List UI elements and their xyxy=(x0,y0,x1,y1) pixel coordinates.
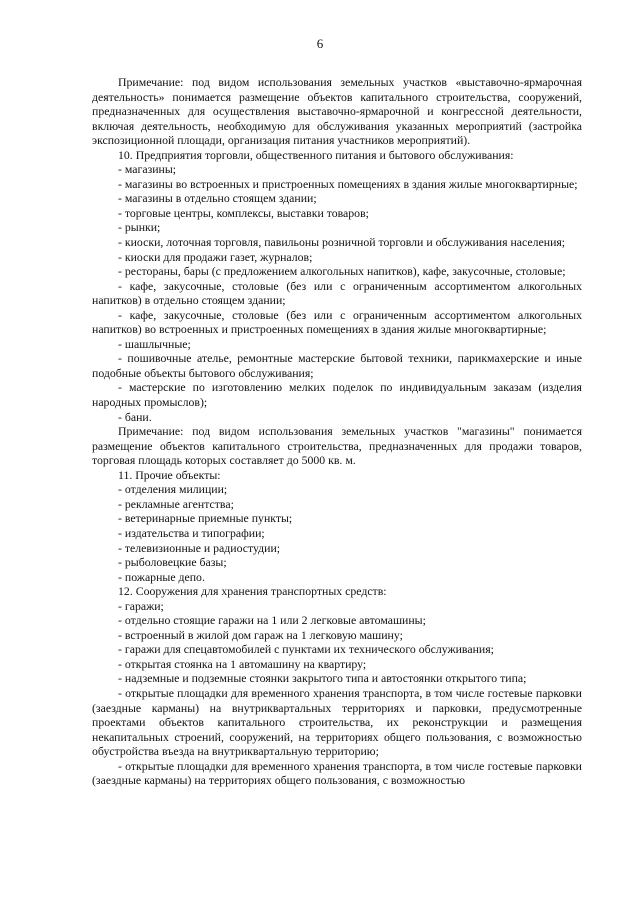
list-item: - гаражи; xyxy=(118,598,164,613)
list-item: - магазины во встроенных и пристроенных помещениях в здания жилые многоквартирные; xyxy=(118,176,578,191)
body-text xyxy=(92,75,582,788)
list-item: - пожарные депо. xyxy=(118,569,205,584)
section-heading-12: 12. Сооружения для хранения транспортных средств: xyxy=(118,584,387,599)
list-item: - киоски для продажи газет, журналов; xyxy=(118,249,313,264)
section-heading-11: 11. Прочие объекты: xyxy=(118,467,221,482)
list-item: - рекламные агентства; xyxy=(118,496,234,511)
list-item: - отделения милиции; xyxy=(118,482,228,497)
list-item: - надземные и подземные стоянки закрытого типа и автостоянки открытого типа; xyxy=(118,671,527,686)
list-item: - встроенный в жилой дом гараж на 1 легковую машину; xyxy=(118,627,403,642)
list-item: - отдельно стоящие гаражи на 1 или 2 легковые автомашины; xyxy=(118,613,426,628)
list-item: - торговые центры, комплексы, выставки товаров; xyxy=(118,205,369,220)
list-item: - телевизионные и радиостудии; xyxy=(118,540,281,555)
page-number: 6 xyxy=(316,36,324,51)
list-item: - гаражи для спецавтомобилей с пунктами их технического обслуживания; xyxy=(118,642,494,657)
list-item: - рынки; xyxy=(118,220,161,235)
section-heading-10: 10. Предприятия торговли, общественного питания и бытового обслуживания: xyxy=(118,147,514,162)
list-item: - магазины; xyxy=(118,162,177,177)
paragraph-note-exhibition: Примечание: под видом использования земельных участков «выставочно-ярмарочная деятельность» понимается размещение объектов капитального строительства, сооружений, предназначенных для осуществления выставочно-ярмарочной и конгрессной деятельности, включая деятельность, необходимую для обслуживания указанных мероприятий (застройка экспозиционной площади, организация питания участников мероприятий). xyxy=(92,75,582,148)
list-item: - ветеринарные приемные пункты; xyxy=(118,511,293,526)
list-item: - магазины в отдельно стоящем здании; xyxy=(118,191,317,206)
list-item: - издательства и типографии; xyxy=(118,525,265,540)
list-item: - пошивочные ателье, ремонтные мастерские бытовой техники, парикмахерские и иные подобные объекты бытового обслуживания; xyxy=(92,351,582,380)
list-item: - киоски, лоточная торговля, павильоны розничной торговли и обслуживания населения; xyxy=(118,235,566,250)
paragraph-note-shops: Примечание: под видом использования земельных участков "магазины" понимается размещение объектов капитального строительства, предназначенных для продажи товаров, торговая площадь которых составляет до 5000 кв. м. xyxy=(92,424,582,468)
list-item: - открытые площадки для временного хранения транспорта, в том числе гостевые парковки (заездные карманы) на внутриквартальных территориях и парковки, предусмотренные проектами объектов капитального строительства, их реконструкции и размещения некапитальных строений, сооружений, на территориях общего пользования, с возможностью обустройства въезда на внутриквартальную территорию; xyxy=(92,685,582,759)
list-item: - открытая стоянка на 1 автомашину на квартиру; xyxy=(118,656,367,671)
list-item: - кафе, закусочные, столовые (без или с ограниченным ассортиментом алкогольных напитков) во встроенных и пристроенных помещениях в здания жилые многоквартирные; xyxy=(92,307,582,337)
list-item: - кафе, закусочные, столовые (без или с ограниченным ассортиментом алкогольных напитков) в отдельно стоящем здании; xyxy=(92,278,582,308)
list-item: - рестораны, бары (с предложением алкогольных напитков), кафе, закусочные, столовые; xyxy=(118,264,566,279)
list-item: - рыболовецкие базы; xyxy=(118,555,227,570)
list-item: - открытые площадки для временного хранения транспорта, в том числе гостевые парковки (заездные карманы) на территориях общего пользования, с возможностью xyxy=(92,758,582,788)
list-item: - шашлычные; xyxy=(118,336,191,351)
list-item: - мастерские по изготовлению мелких поделок по индивидуальным заказам (изделия народных промыслов); xyxy=(92,380,582,410)
list-item: - бани. xyxy=(118,409,152,424)
